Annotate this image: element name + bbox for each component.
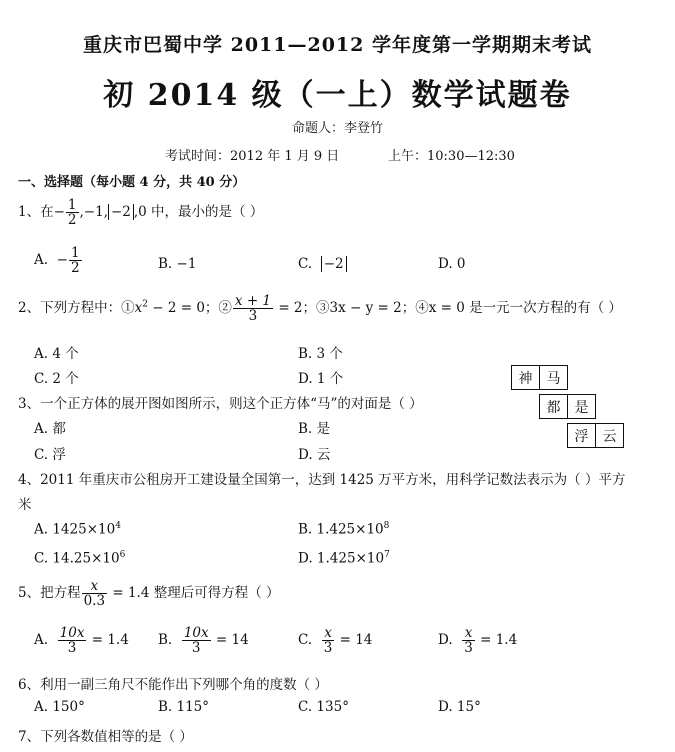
q5-option-a: A. $\frac{10x}{3}$ = 1.4 <box>34 625 129 657</box>
exam-date: 考试时间：2012 年 1 月 9 日 <box>165 149 340 164</box>
q3-option-a: A. 都 <box>34 421 66 437</box>
section-heading: 一、选择题（每小题 4 分，共 40 分） <box>18 175 246 190</box>
question-setter: 命题人：李登竹 <box>291 121 383 136</box>
q5-option-c: C. $\frac{x}{3}$ = 14 <box>298 625 373 657</box>
q1-minus: − <box>53 204 65 221</box>
question-7: 7、下列各数值相等的是（ ） <box>18 729 193 745</box>
q5-option-d: D. $\frac{x}{3}$ = 1.4 <box>438 625 518 657</box>
q6-option-a: A. 150° <box>34 699 85 715</box>
q1-option-a-fraction: $\frac{1}{2}$ <box>70 245 80 277</box>
q3-option-b: B. 是 <box>298 421 331 437</box>
q4-option-d: D. $1.425\times 10^7$ <box>298 550 390 567</box>
q1-option-b: B. −1 <box>158 256 197 272</box>
question-5: 5、把方程 $\frac{x}{0.3}$ = 1.4 整理后可得方程（ ） <box>18 578 280 610</box>
question-6: 6、利用一副三角尺不能作出下列哪个角的度数（ ） <box>18 677 328 693</box>
q1-option-a: A. − $\frac{1}{2}$ <box>34 245 80 277</box>
exam-session-time: 上午：10:30—12:30 <box>388 149 515 164</box>
q1-lead: 1、在 <box>18 204 54 221</box>
question-1 <box>18 198 263 227</box>
q2-fraction: $\frac{x + 1}{3}$ <box>234 293 272 325</box>
q2-option-d: D. 1 个 <box>298 371 344 387</box>
q1-abs-value: −2 <box>108 204 134 220</box>
net-cell-fu: 浮 <box>567 423 596 448</box>
q6-option-c: C. 135° <box>298 699 349 715</box>
q5-fraction: $\frac{x}{0.3}$ <box>83 578 106 610</box>
net-cell-yun: 云 <box>595 423 624 448</box>
net-cell-shen: 神 <box>511 365 540 390</box>
net-cell-dou: 都 <box>539 394 568 419</box>
q2-option-b: B. 3 个 <box>298 346 343 362</box>
q4-option-b: B. $1.425\times 10^8$ <box>298 521 390 538</box>
q4-option-a: A. $1425\times 10^4$ <box>34 521 121 538</box>
net-cell-ma: 马 <box>539 365 568 390</box>
q3-option-d: D. 云 <box>298 447 331 463</box>
question-4-line2: 米 <box>18 497 32 513</box>
q5-option-b: B. $\frac{10x}{3}$ = 14 <box>158 625 249 657</box>
q1-option-d: D. 0 <box>438 256 466 272</box>
school-title: 重庆市巴蜀中学 2011—2012 学年度第一学期期末考试 <box>83 34 592 56</box>
net-cell-shi: 是 <box>567 394 596 419</box>
q2-option-c: C. 2 个 <box>34 371 79 387</box>
q1-fraction: $\frac{1}{2}$ <box>67 197 77 229</box>
question-4-line1: 4、2011 年重庆市公租房开工建设量全国第一，达到 1425 万平方米，用科学记数法表示为（ ）平方 <box>18 472 626 488</box>
q3-option-c: C. 浮 <box>34 447 66 463</box>
q4-option-c: C. $14.25\times 10^6$ <box>34 550 126 567</box>
q1-tail: ,0 中，最小的是（ ） <box>133 204 264 221</box>
q6-option-d: D. 15° <box>438 699 481 715</box>
q6-option-b: B. 115° <box>158 699 210 715</box>
exam-title: 初 2014 级（一上）数学试题卷 <box>103 78 572 113</box>
q1-option-c: C. −2 <box>298 256 347 272</box>
question-3: 3、一个正方体的展开图如图所示，则这个正方体“马”的对面是（ ） <box>18 396 423 412</box>
question-2: 2、下列方程中：$①x^2 - 2 = 0$；② $\frac{x + 1}{3}$ = 2；③3x − y = 2；④x = 0 是一元一次方程的有（ ） <box>18 293 622 325</box>
q2-option-a: A. 4 个 <box>34 346 79 362</box>
q1-list: ,−1, <box>79 204 108 221</box>
